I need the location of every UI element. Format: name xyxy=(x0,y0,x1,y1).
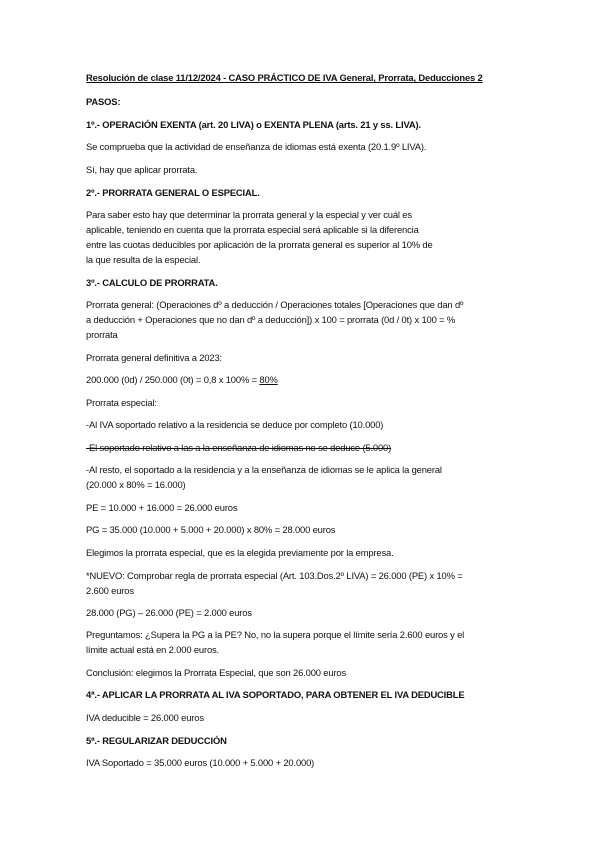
step2-line: aplicable, teniendo en cuenta que la prorrata especial será aplicable si la diferencia xyxy=(86,224,419,235)
general-2023-label: Prorrata general definitiva a 2023: xyxy=(86,352,222,363)
pg-calculation: PG = 35.000 (10.000 + 5.000 + 20.000) x 80% = 28.000 euros xyxy=(86,524,336,535)
question-paragraph xyxy=(86,627,516,657)
especial-item-struck: -El soportado relativo a las a la enseñanza de idiomas no se deduce (5.000) xyxy=(86,442,392,453)
nuevo-note xyxy=(86,568,516,598)
step2-line: la que resulta de la especial. xyxy=(86,254,201,265)
nuevo-line: 2.600 euros xyxy=(86,585,134,596)
step3-heading: 3º.- CALCULO DE PRORRATA. xyxy=(86,277,218,288)
document-title: Resolución de clase 11/12/2024 - CASO PRÁCTICO DE IVA General, Prorrata, Deducciones 2 xyxy=(86,72,483,83)
formula-line: a deducción + Operaciones que no dan dº a deducción]) x 100 = prorrata (0d / 0t) x 100 = % xyxy=(86,314,456,325)
conclusion: Conclusión: elegimos la Prorrata Especial, que son 26.000 euros xyxy=(86,667,346,678)
choice-statement: Elegimos la prorrata especial, que es la elegida previamente por la empresa. xyxy=(86,547,394,558)
step5-text: IVA Soportado = 35.000 euros (10.000 + 5.000 + 20.000) xyxy=(86,757,315,768)
pe-calculation: PE = 10.000 + 16.000 = 26.000 euros xyxy=(86,502,238,513)
step5-heading: 5ª.- REGULARIZAR DEDUCCIÓN xyxy=(86,735,227,746)
step2-heading: 2º.- PRORRATA GENERAL O ESPECIAL. xyxy=(86,187,260,198)
difference-calc: 28.000 (PG) – 26.000 (PE) = 2.000 euros xyxy=(86,607,252,618)
step1-conclusion: Sí, hay que aplicar prorrata. xyxy=(86,164,198,175)
steps-label: PASOS: xyxy=(86,96,121,107)
step4-text: IVA deducible = 26.000 euros xyxy=(86,712,204,723)
formula-line: prorrata xyxy=(86,329,118,340)
general-formula xyxy=(86,297,516,342)
especial-rest-line: (20.000 x 80% = 16.000) xyxy=(86,479,186,490)
especial-item-rest xyxy=(86,462,516,492)
step4-heading: 4ª.- APLICAR LA PRORRATA AL IVA SOPORTADO, PARA OBTENER EL IVA DEDUCIBLE xyxy=(86,689,465,700)
general-calc-text: 200.000 (0d) / 250.000 (0t) = 0,8 x 100% = xyxy=(86,374,260,385)
step2-line: entre las cuotas deducibles por aplicación de la prorrata general es superior al 10% de xyxy=(86,239,433,250)
especial-rest-line: -Al resto, el soportado a la residencia y a la enseñanza de idiomas se le aplica la general xyxy=(86,464,442,475)
general-calc xyxy=(86,372,516,387)
nuevo-line: *NUEVO: Comprobar regla de prorrata especial (Art. 103.Dos.2º LIVA) = 26.000 (PE) x 10% = xyxy=(86,570,463,581)
step2-paragraph xyxy=(86,207,516,267)
step1-heading: 1º.- OPERACIÓN EXENTA (art. 20 LIVA) o EXENTA PLENA (arts. 21 y ss. LIVA). xyxy=(86,119,421,130)
step1-text: Se comprueba que la actividad de enseñanza de idiomas está exenta (20.1.9º LIVA). xyxy=(86,141,427,152)
especial-item-residence: -Al IVA soportado relativo a la residencia se deduce por completo (10.000) xyxy=(86,419,384,430)
general-calc-result: 80% xyxy=(259,374,278,385)
question-line: límite actual está en 2.000 euros. xyxy=(86,644,220,655)
step2-line: Para saber esto hay que determinar la prorrata general y la especial y ver cuál es xyxy=(86,209,412,220)
question-line: Preguntamos: ¿Supera la PG a la PE? No, no la supera porque el límite sería 2.600 euros y el xyxy=(86,629,465,640)
formula-line: Prorrata general: (Operaciones dº a deducción / Operaciones totales [Operaciones que dan dº xyxy=(86,299,464,310)
especial-label: Prorrata especial: xyxy=(86,397,157,408)
